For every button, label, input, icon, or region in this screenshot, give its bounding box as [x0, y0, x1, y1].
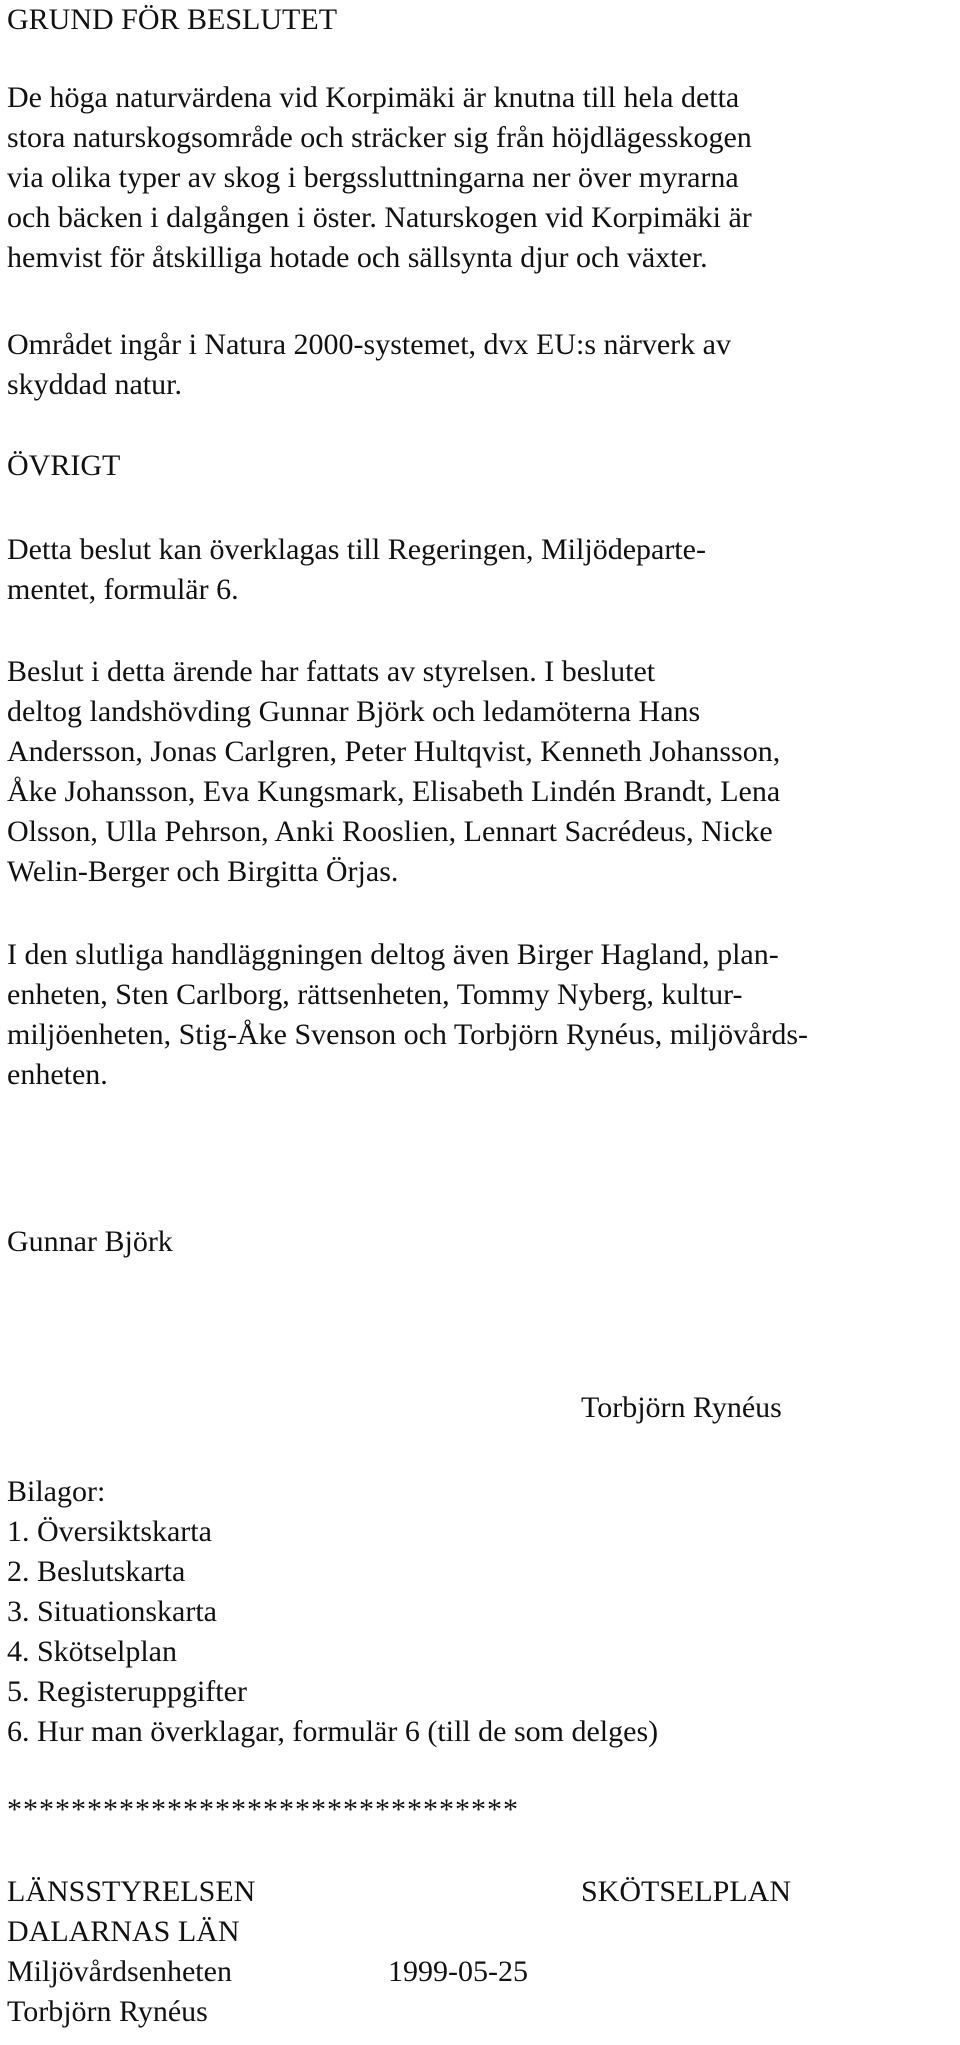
- paragraph-line: Beslut i detta ärende har fattats av styrelsen. I beslutet: [7, 655, 656, 688]
- attachment-item: 5. Registeruppgifter: [7, 1675, 247, 1708]
- paragraph-line: I den slutliga handläggningen deltog även Birger Hagland, plan-: [7, 938, 779, 971]
- paragraph-line: via olika typer av skog i bergssluttningarna ner över myrarna: [7, 161, 739, 194]
- paragraph-line: Welin-Berger och Birgitta Örjas.: [7, 855, 399, 888]
- paragraph-line: Åke Johansson, Eva Kungsmark, Elisabeth Lindén Brandt, Lena: [7, 775, 781, 808]
- paragraph-line: Området ingår i Natura 2000-systemet, dvx EU:s närverk av: [7, 328, 731, 361]
- paragraph-line: enheten, Sten Carlborg, rättsenheten, Tommy Nyberg, kultur-: [7, 978, 743, 1011]
- footer-organization-line1: LÄNSSTYRELSEN: [7, 1875, 256, 1908]
- attachment-item: 3. Situationskarta: [7, 1595, 217, 1628]
- footer-organization-line2: DALARNAS LÄN: [7, 1915, 240, 1948]
- paragraph-line: och bäcken i dalgången i öster. Naturskogen vid Korpimäki är: [7, 201, 752, 234]
- footer-author: Torbjörn Rynéus: [7, 1995, 208, 2028]
- signature-name-torbjorn-ryneus: Torbjörn Rynéus: [581, 1391, 782, 1424]
- paragraph-line: skyddad natur.: [7, 368, 182, 401]
- paragraph-line: Detta beslut kan överklagas till Regeringen, Miljödeparte-: [7, 533, 706, 566]
- heading-grund-for-beslutet: GRUND FÖR BESLUTET: [7, 3, 338, 36]
- attachment-item: 2. Beslutskarta: [7, 1555, 186, 1588]
- paragraph-line: stora naturskogsområde och sträcker sig från höjdlägesskogen: [7, 121, 752, 154]
- attachment-item: 4. Skötselplan: [7, 1635, 177, 1668]
- attachments-title: Bilagor:: [7, 1475, 106, 1508]
- paragraph-line: mentet, formulär 6.: [7, 573, 239, 606]
- footer-document-type: SKÖTSELPLAN: [581, 1875, 792, 1908]
- footer-unit: Miljövårdsenheten: [7, 1955, 232, 1988]
- paragraph-line: enheten.: [7, 1058, 108, 1091]
- signature-name-gunnar-bjork: Gunnar Björk: [7, 1225, 173, 1258]
- heading-ovrigt: ÖVRIGT: [7, 449, 121, 482]
- paragraph-line: Olsson, Ulla Pehrson, Anki Rooslien, Lennart Sacrédeus, Nicke: [7, 815, 773, 848]
- footer-date: 1999-05-25: [388, 1955, 528, 1988]
- attachment-item: 1. Översiktskarta: [7, 1515, 212, 1548]
- paragraph-line: deltog landshövding Gunnar Björk och ledamöterna Hans: [7, 695, 701, 728]
- paragraph-line: hemvist för åtskilliga hotade och sällsynta djur och växter.: [7, 241, 708, 274]
- separator-stars: ********************************: [7, 1793, 519, 1826]
- attachment-item: 6. Hur man överklagar, formulär 6 (till de som delges): [7, 1715, 659, 1748]
- paragraph-line: Andersson, Jonas Carlgren, Peter Hultqvist, Kenneth Johansson,: [7, 735, 781, 768]
- paragraph-line: miljöenheten, Stig-Åke Svenson och Torbjörn Rynéus, miljövårds-: [7, 1018, 809, 1051]
- paragraph-line: De höga naturvärdena vid Korpimäki är knutna till hela detta: [7, 81, 740, 114]
